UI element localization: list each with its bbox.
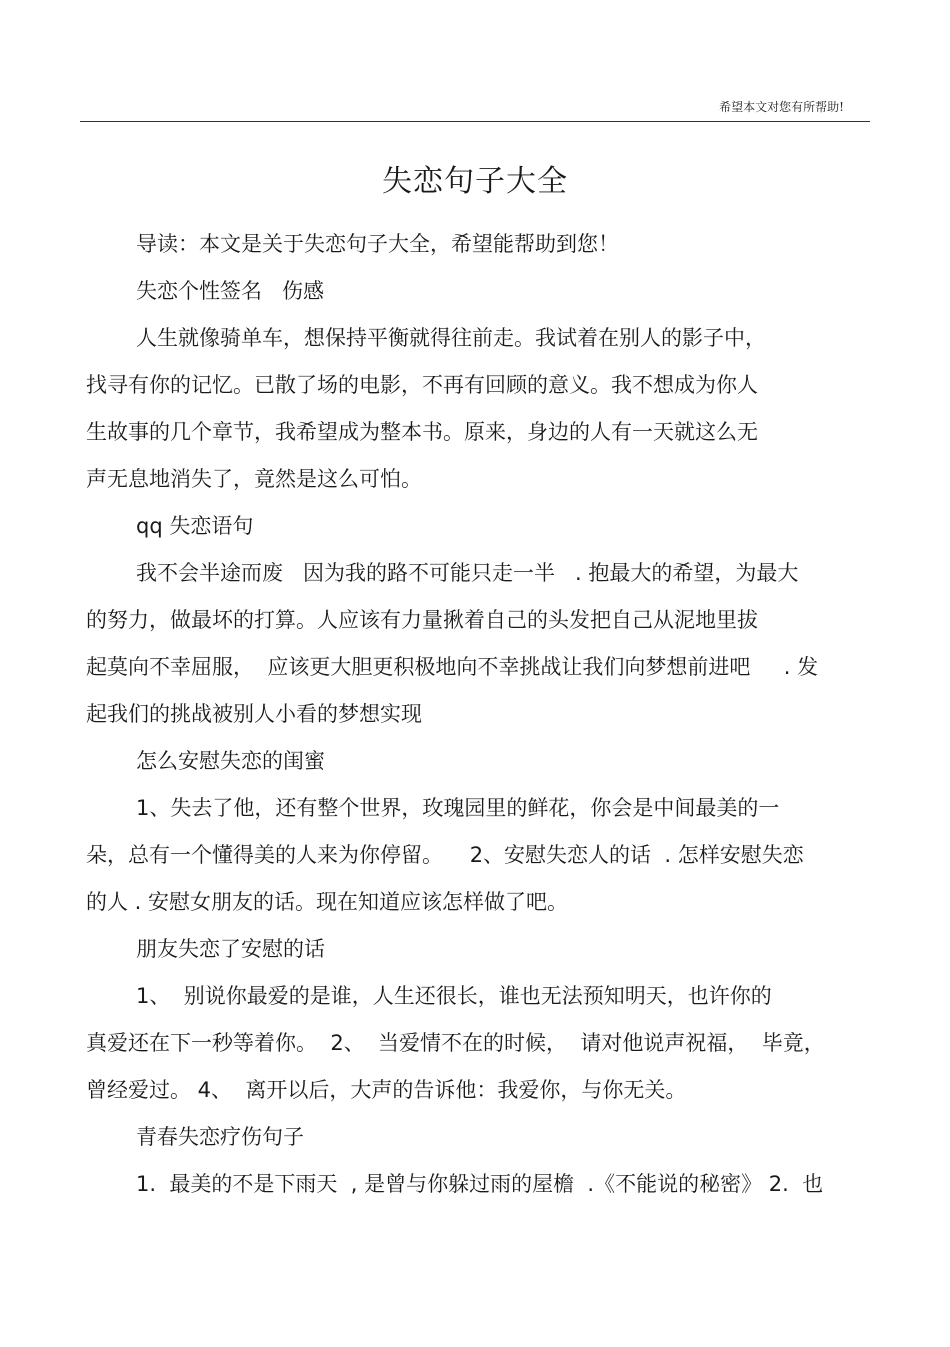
paragraph-line: 生故事的几个章节，我希望成为整本书。原来，身边的人有一天就这么无	[86, 420, 758, 444]
paragraph-line: 声无息地消失了，竟然是这么可怕。	[86, 467, 422, 491]
intro-line: 导读：本文是关于失恋句子大全，希望能帮助到您！	[136, 232, 619, 256]
paragraph-line: 起我们的挑战被别人小看的梦想实现	[86, 702, 422, 726]
paragraph-line: 1. 最美的不是下雨天 , 是曾与你躲过雨的屋檐 .《不能说的秘密》 2. 也	[136, 1172, 824, 1196]
section-heading: qq 失恋语句	[136, 514, 254, 538]
paragraph-line: 真爱还在下一秒等着你。 2、 当爱情不在的时候， 请对他说声祝福， 毕竟，	[86, 1031, 825, 1055]
paragraph-line: 1、 别说你最爱的是谁，人生还很长，谁也无法预知明天，也许你的	[136, 984, 772, 1008]
paragraph-line: 1、失去了他，还有整个世界，玫瑰园里的鲜花，你会是中间最美的一	[136, 796, 780, 820]
section-heading: 怎么安慰失恋的闺蜜	[136, 749, 325, 773]
section-heading: 青春失恋疗伤句子	[136, 1125, 304, 1149]
paragraph-line: 曾经爱过。 4、 离开以后，大声的告诉他：我爱你，与你无关。	[86, 1078, 687, 1102]
paragraph-line: 我不会半途而废 因为我的路不可能只走一半 . 抱最大的希望，为最大	[136, 561, 799, 585]
paragraph-line: 起莫向不幸屈服， 应该更大胆更积极地向不幸挑战让我们向梦想前进吧 . 发	[86, 655, 819, 679]
paragraph-line: 人生就像骑单车，想保持平衡就得往前走。我试着在别人的影子中，	[136, 326, 766, 350]
section-heading: 朋友失恋了安慰的话	[136, 937, 325, 961]
paragraph-line: 找寻有你的记忆。已散了场的电影，不再有回顾的意义。我不想成为你人	[86, 373, 758, 397]
section-heading: 失恋个性签名 伤感	[136, 279, 325, 303]
page-title: 失恋句子大全	[382, 164, 568, 199]
paragraph-line: 的努力，做最坏的打算。人应该有力量揪着自己的头发把自己从泥地里拔	[86, 608, 758, 632]
header-note: 希望本文对您有所帮助!	[719, 100, 844, 114]
header-rule	[80, 121, 870, 122]
paragraph-line: 朵，总有一个懂得美的人来为你停留。 2、安慰失恋人的话 . 怎样安慰失恋	[86, 843, 804, 867]
paragraph-line: 的人 . 安慰女朋友的话。现在知道应该怎样做了吧。	[86, 890, 569, 914]
